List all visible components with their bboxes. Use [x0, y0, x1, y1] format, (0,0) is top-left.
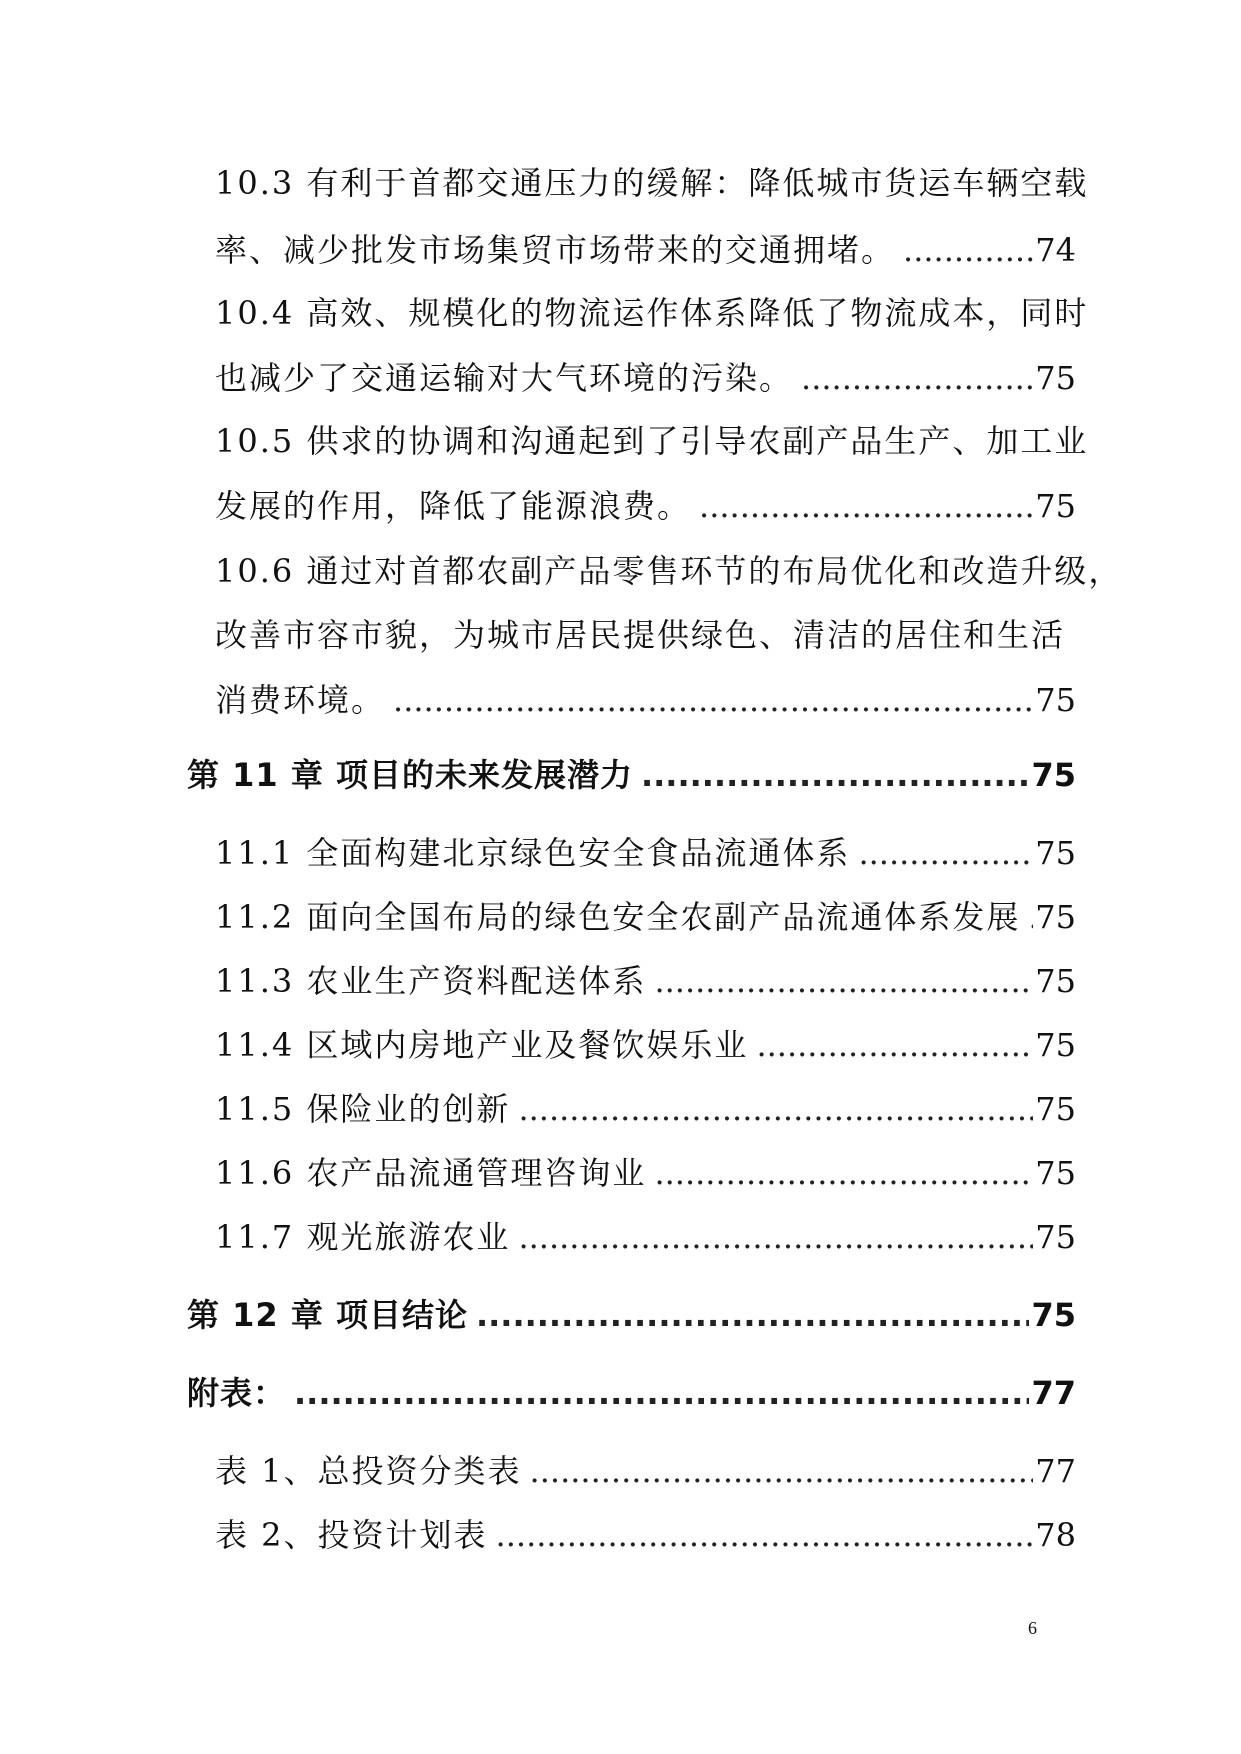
dot-leader — [699, 483, 1033, 529]
toc-entry-text: 改善市容市貌，为城市居民提供绿色、清洁的居住和生活 — [215, 616, 1066, 654]
toc-page-number: 75 — [1035, 359, 1076, 397]
toc-entry-10-6-line3[interactable] — [215, 677, 1076, 723]
toc-entry-text: 11.5 保险业的创新 — [215, 1090, 511, 1128]
toc-page-number: 75 — [1035, 1026, 1076, 1064]
dot-leader — [496, 1512, 1034, 1558]
toc-entry-11-2[interactable] — [215, 894, 1076, 940]
toc-page-number: 75 — [1035, 1218, 1076, 1256]
dot-leader — [858, 830, 1033, 876]
dot-leader — [756, 1022, 1033, 1068]
toc-entry-text: 表 1、总投资分类表 — [215, 1452, 522, 1490]
toc-page-number: 75 — [1035, 1090, 1076, 1128]
toc-entry-text: 表 2、投资计划表 — [215, 1516, 488, 1554]
toc-entry-10-3-line2[interactable] — [215, 227, 1076, 273]
toc-entry-text: 率、减少批发市场集贸市场带来的交通拥堵。 — [215, 231, 896, 269]
toc-page-number: 75 — [1035, 1154, 1076, 1192]
toc-entry-10-6-line2[interactable] — [215, 612, 1076, 658]
toc-page-number: 75 — [1031, 1296, 1076, 1334]
dot-leader — [393, 677, 1033, 723]
page-number: 6 — [1028, 1618, 1037, 1638]
toc-chapter-11[interactable] — [187, 752, 1076, 798]
toc-page-number: 77 — [1031, 1374, 1076, 1412]
toc-appendix[interactable] — [187, 1370, 1076, 1416]
toc-page-number: 75 — [1035, 487, 1076, 525]
toc-entry-11-1[interactable] — [215, 830, 1076, 876]
toc-entry-10-6-line1[interactable] — [215, 548, 1123, 594]
toc-entry-text: 11.4 区域内房地产业及餐饮娱乐业 — [215, 1026, 749, 1064]
toc-entry-11-4[interactable] — [215, 1022, 1076, 1068]
toc-entry-text: 10.4 高效、规模化的物流运作体系降低了物流成本，同时 — [215, 294, 1089, 332]
toc-page-number: 77 — [1035, 1452, 1076, 1490]
toc-entry-10-3-line1[interactable] — [215, 160, 1089, 206]
toc-entry-text: 也减少了交通运输对大气环境的污染。 — [215, 359, 794, 397]
dot-leader — [530, 1448, 1034, 1494]
toc-page-number: 75 — [1035, 834, 1076, 872]
toc-entry-11-5[interactable] — [215, 1086, 1076, 1132]
dot-leader — [518, 1086, 1033, 1132]
toc-entry-10-4-line2[interactable] — [215, 355, 1076, 401]
dot-leader — [1028, 894, 1033, 940]
toc-entry-text: 11.1 全面构建北京绿色安全食品流通体系 — [215, 834, 851, 872]
toc-entry-11-3[interactable] — [215, 958, 1076, 1004]
toc-entry-text: 10.6 通过对首都农副产品零售环节的布局优化和改造升级， — [215, 552, 1123, 590]
toc-entry-text: 消费环境。 — [215, 681, 386, 719]
toc-entry-text: 11.3 农业生产资料配送体系 — [215, 962, 647, 1000]
toc-entry-table-1[interactable] — [215, 1448, 1076, 1494]
toc-page-number: 75 — [1035, 898, 1076, 936]
dot-leader — [801, 355, 1033, 401]
toc-entry-10-4-line1[interactable] — [215, 290, 1089, 336]
toc-chapter-title: 附表： — [187, 1374, 287, 1412]
dot-leader — [903, 227, 1033, 273]
toc-chapter-title: 第 12 章 项目结论 — [187, 1296, 468, 1334]
dot-leader — [476, 1292, 1030, 1338]
toc-entry-11-7[interactable] — [215, 1214, 1076, 1260]
toc-page-number: 75 — [1035, 962, 1076, 1000]
toc-page-number: 78 — [1035, 1516, 1076, 1554]
dot-leader — [294, 1370, 1029, 1416]
dot-leader — [641, 752, 1030, 798]
toc-chapter-title: 第 11 章 项目的未来发展潜力 — [187, 756, 633, 794]
toc-page-number: 74 — [1035, 231, 1076, 269]
dot-leader — [518, 1214, 1033, 1260]
toc-entry-text: 10.5 供求的协调和沟通起到了引导农副产品生产、加工业 — [215, 422, 1089, 460]
toc-page-number: 75 — [1031, 756, 1076, 794]
toc-entry-text: 11.2 面向全国布局的绿色安全农副产品流通体系发展 — [215, 898, 1021, 936]
toc-entry-10-5-line1[interactable] — [215, 418, 1089, 464]
dot-leader — [654, 958, 1033, 1004]
toc-entry-text: 发展的作用，降低了能源浪费。 — [215, 487, 692, 525]
toc-entry-table-2[interactable] — [215, 1512, 1076, 1558]
toc-entry-10-5-line2[interactable] — [215, 483, 1076, 529]
toc-entry-text: 11.6 农产品流通管理咨询业 — [215, 1154, 647, 1192]
toc-page-number: 75 — [1035, 681, 1076, 719]
toc-entry-text: 10.3 有利于首都交通压力的缓解：降低城市货运车辆空载 — [215, 164, 1089, 202]
toc-entry-11-6[interactable] — [215, 1150, 1076, 1196]
toc-entry-text: 11.7 观光旅游农业 — [215, 1218, 511, 1256]
dot-leader — [654, 1150, 1033, 1196]
toc-chapter-12[interactable] — [187, 1292, 1076, 1338]
